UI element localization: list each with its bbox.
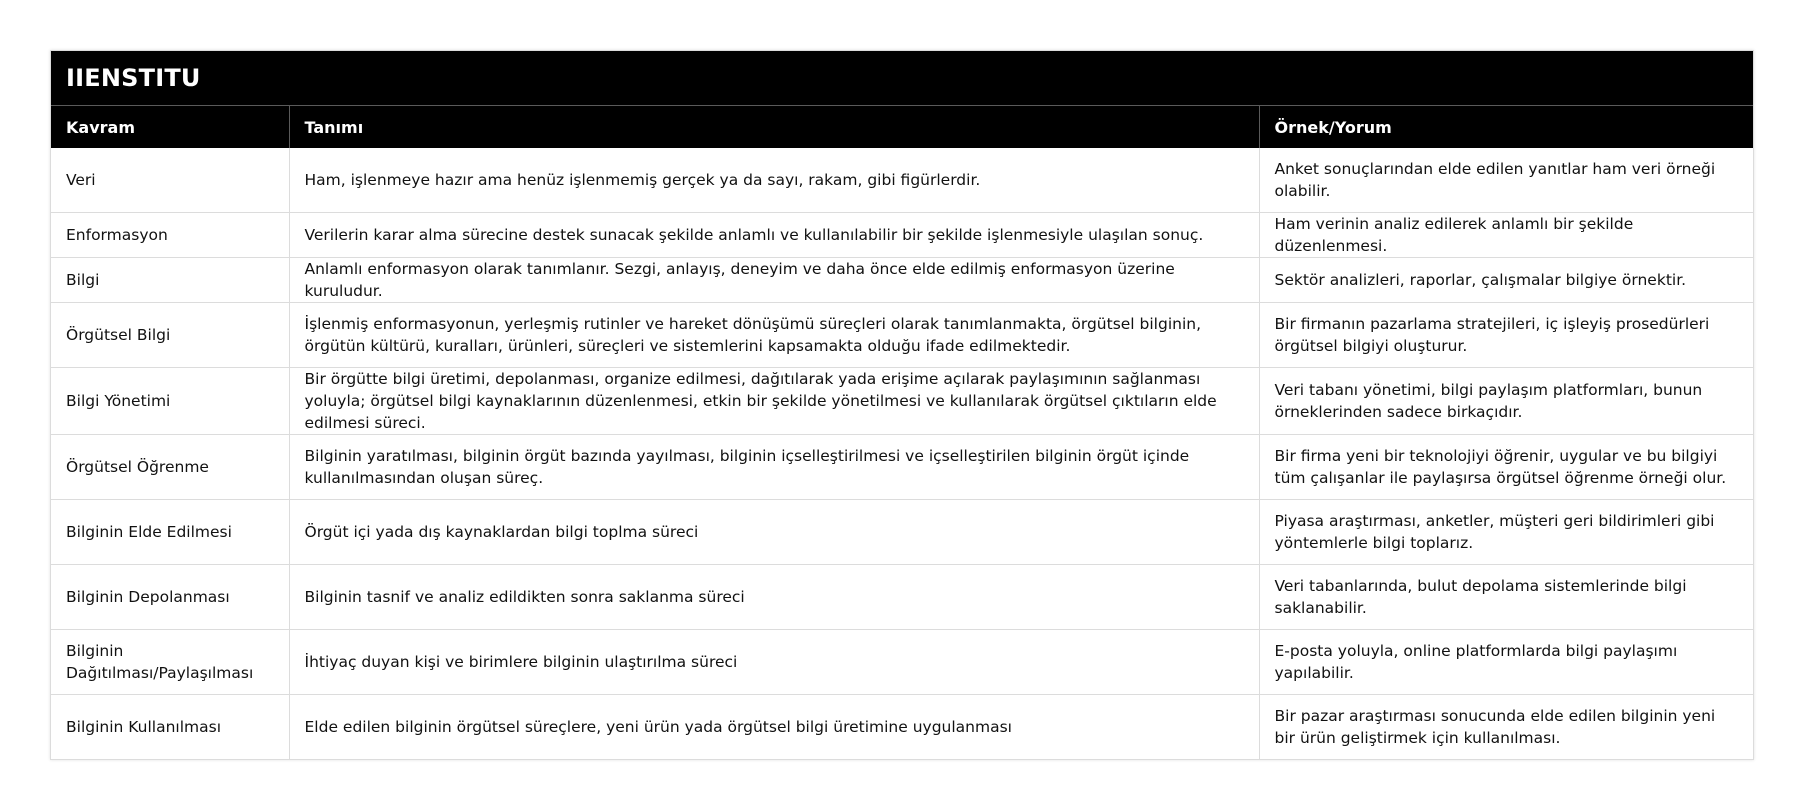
table-row xyxy=(51,630,1753,695)
table-row xyxy=(51,303,1753,368)
cell-kavram: Enformasyon xyxy=(51,213,289,258)
cell-kavram: Bilginin Elde Edilmesi xyxy=(51,500,289,565)
cell-ornek: Veri tabanlarında, bulut depolama sistemlerinde bilgi saklanabilir. xyxy=(1259,565,1753,630)
cell-tanim: İhtiyaç duyan kişi ve birimlere bilginin ulaştırılma süreci xyxy=(289,630,1259,695)
cell-kavram: Bilginin Depolanması xyxy=(51,565,289,630)
cell-tanim: Bir örgütte bilgi üretimi, depolanması, organize edilmesi, dağıtılarak yada erişime açılarak paylaşımının sağlanması yoluyla; örgütsel bilgi kaynaklarının düzenlenmesi, etkin bir şekilde yönetilmesi ve kullanılarak örgütsel çıktıların elde edilmesi süreci. xyxy=(289,368,1259,435)
table-row xyxy=(51,258,1753,303)
brand-title: IIENSTITU xyxy=(66,64,201,92)
cell-tanim: Bilginin yaratılması, bilginin örgüt bazında yayılması, bilginin içselleştirilmesi ve içselleştirilen bilginin örgüt içinde kullanılmasından oluşan süreç. xyxy=(289,435,1259,500)
cell-ornek: Ham verinin analiz edilerek anlamlı bir şekilde düzenlenmesi. xyxy=(1259,213,1753,258)
cell-kavram: Bilginin Kullanılması xyxy=(51,695,289,760)
cell-tanim: Bilginin tasnif ve analiz edildikten sonra saklanma süreci xyxy=(289,565,1259,630)
cell-tanim: İşlenmiş enformasyonun, yerleşmiş rutinler ve hareket dönüşümü süreçleri olarak tanımlanmakta, örgütsel bilginin, örgütün kültürü, kuralları, ürünleri, süreçleri ve sistemlerini kapsamakta olduğu ifade edilmektedir. xyxy=(289,303,1259,368)
table-row xyxy=(51,500,1753,565)
column-header-ornek: Örnek/Yorum xyxy=(1259,106,1753,148)
cell-ornek: Veri tabanı yönetimi, bilgi paylaşım platformları, bunun örneklerinden sadece birkaçıdır. xyxy=(1259,368,1753,435)
table-row xyxy=(51,213,1753,258)
cell-ornek: Bir pazar araştırması sonucunda elde edilen bilginin yeni bir ürün geliştirmek için kullanılması. xyxy=(1274,707,1716,747)
table-row xyxy=(51,368,1753,435)
cell-kavram: Bilgi Yönetimi xyxy=(51,368,289,435)
cell-kavram: Bilgi xyxy=(51,258,289,303)
cell-kavram: Örgütsel Öğrenme xyxy=(51,435,289,500)
cell-tanim: Ham, işlenmeye hazır ama henüz işlenmemiş gerçek ya da sayı, rakam, gibi figürlerdir. xyxy=(289,148,1259,213)
brand-header xyxy=(51,51,1753,106)
cell-ornek: Bir firma yeni bir teknolojiyi öğrenir, uygular ve bu bilgiyi tüm çalışanlar ile paylaşırsa örgütsel öğrenme örneği olur. xyxy=(1259,435,1753,500)
column-header-tanim: Tanımı xyxy=(289,106,1259,148)
table-row xyxy=(51,565,1753,630)
table-row xyxy=(51,148,1753,213)
cell-ornek: Bir firmanın pazarlama stratejileri, iç işleyiş prosedürleri örgütsel bilgiyi oluşturur. xyxy=(1259,303,1753,368)
cell-ornek: Sektör analizleri, raporlar, çalışmalar bilgiye örnektir. xyxy=(1259,258,1753,303)
concepts-table-card xyxy=(50,50,1754,760)
cell-kavram: Veri xyxy=(51,148,289,213)
table-row xyxy=(51,695,1753,760)
cell-ornek: Anket sonuçlarından elde edilen yanıtlar ham veri örneği olabilir. xyxy=(1259,148,1753,213)
cell-tanim: Örgüt içi yada dış kaynaklardan bilgi toplma süreci xyxy=(289,500,1259,565)
cell-kavram: Örgütsel Bilgi xyxy=(51,303,289,368)
cell-ornek: Piyasa araştırması, anketler, müşteri geri bildirimleri gibi yöntemlerle bilgi toplarız. xyxy=(1259,500,1753,565)
concepts-table xyxy=(51,106,1753,759)
table-header-row xyxy=(51,106,1753,148)
cell-kavram: Bilginin Dağıtılması/Paylaşılması xyxy=(51,630,289,695)
table-row xyxy=(51,435,1753,500)
cell-tanim: Anlamlı enformasyon olarak tanımlanır. Sezgi, anlayış, deneyim ve daha önce elde edilmiş enformasyon üzerine kuruludur. xyxy=(289,258,1259,303)
column-header-kavram: Kavram xyxy=(51,106,289,148)
cell-tanim: Elde edilen bilginin örgütsel süreçlere, yeni ürün yada örgütsel bilgi üretimine uygulanması xyxy=(289,695,1259,760)
cell-ornek: E-posta yoluyla, online platformlarda bilgi paylaşımı yapılabilir. xyxy=(1259,630,1753,695)
cell-tanim: Verilerin karar alma sürecine destek sunacak şekilde anlamlı ve kullanılabilir bir şekilde işlenmesiyle ulaşılan sonuç. xyxy=(289,213,1259,258)
